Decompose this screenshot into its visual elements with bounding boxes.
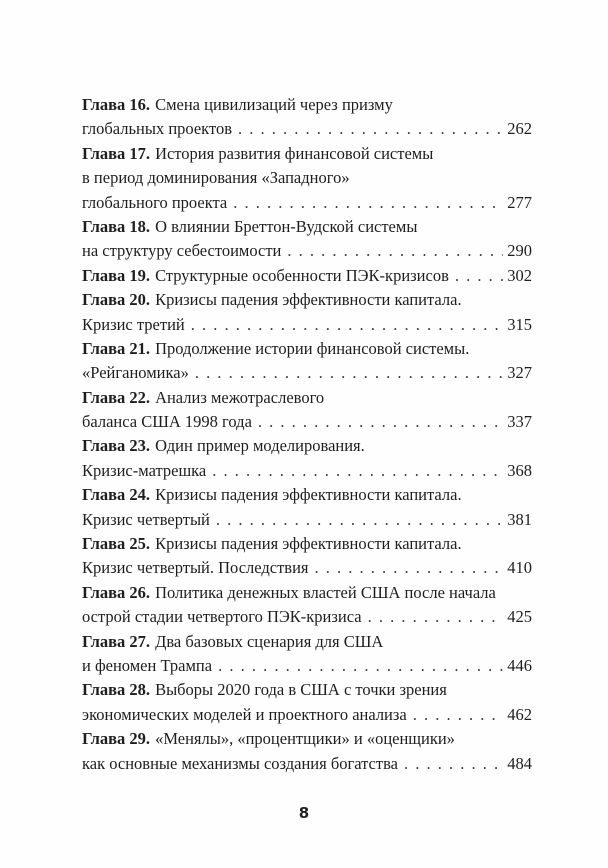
chapter-title-text: глобального проекта [82,192,228,212]
page-ref: 277 [507,192,532,212]
toc-entry [82,678,532,727]
toc-line [82,215,532,239]
chapter-label: Глава 16. [82,95,151,114]
toc-line [82,264,532,288]
dot-leader [216,508,503,532]
toc-line [82,117,532,141]
toc-line [82,361,532,385]
toc-line [82,727,532,751]
page-ref: 410 [507,558,532,578]
chapter-title-text: и феномен Трампа [82,655,213,675]
toc-line [82,581,532,605]
page-ref: 262 [507,119,532,139]
chapter-title-text: Два базовых сценария для США [155,631,384,651]
chapter-label: Глава 19. [82,265,151,285]
dot-leader [258,410,503,434]
toc-entry [82,630,532,679]
chapter-title-text: Кризисы падения эффективности капитала. [155,534,462,554]
dot-leader [191,313,504,337]
chapter-label: Глава 20. [82,290,151,310]
toc-line [82,630,532,654]
chapter-label: Глава 21. [82,338,151,358]
chapter-title-text: на структуру себестоимости [82,241,282,261]
chapter-title-text: Политика денежных властей США после начала [155,582,496,602]
dot-leader [413,703,504,727]
toc-entry [82,532,532,581]
chapter-title-text: Смена цивилизаций через призму [155,95,393,114]
chapter-label: Глава 25. [82,534,151,554]
chapter-label: Глава 24. [82,485,151,505]
toc-line [82,703,532,727]
chapter-title-text: Один пример моделирования. [155,436,365,456]
toc-entry [82,727,532,776]
page-ref: 484 [507,753,532,773]
chapter-title-text: Структурные особенности ПЭК-кризисов [155,265,449,285]
chapter-title-text: Кризис четвертый. Последствия [82,558,309,578]
toc-line [82,556,532,580]
toc-line [82,288,532,312]
toc-entry [82,93,532,142]
page-ref: 368 [507,460,532,480]
chapter-label: Глава 26. [82,582,151,602]
toc-line [82,142,532,166]
toc-line [82,459,532,483]
toc-line [82,654,532,678]
toc-line [82,93,532,117]
chapter-title-text: История развития финансовой системы [155,143,434,163]
chapter-title-text: «Рейганомика» [82,363,189,383]
page-ref: 315 [507,314,532,334]
toc-line [82,532,532,556]
chapter-title-text: в период доминирования «Западного» [82,168,350,188]
dot-leader [233,191,503,215]
toc-line [82,166,532,190]
dot-leader [287,239,503,263]
chapter-title-text: Кризисы падения эффективности капитала. [155,290,462,310]
toc-line [82,434,532,458]
page-ref: 446 [507,655,532,675]
chapter-title-text: глобальных проектов [82,119,233,139]
toc-line [82,410,532,434]
dot-leader [195,361,503,385]
dot-leader [218,654,503,678]
page-ref: 337 [507,412,532,432]
toc-line [82,239,532,263]
toc-line [82,313,532,337]
chapter-label: Глава 29. [82,729,151,749]
toc-line [82,483,532,507]
dot-leader [404,752,503,776]
toc-entry [82,386,532,435]
chapter-title-text: острой стадии четвертого ПЭК-кризиса [82,607,362,627]
page-ref: 381 [507,509,532,529]
chapter-title-text: О влиянии Бреттон-Вудской системы [155,216,418,236]
toc-entry [82,264,532,288]
chapter-title-text: баланса США 1998 года [82,412,252,432]
page-ref: 462 [507,704,532,724]
toc-line [82,191,532,215]
page-ref: 327 [507,363,532,383]
chapter-title-text: Анализ межотраслевого [155,387,325,407]
chapter-title-text: Кризис четвертый [82,509,210,529]
chapter-label: Глава 17. [82,143,151,163]
chapter-title-text: Продолжение истории финансовой системы. [155,338,470,358]
toc-line [82,678,532,702]
chapter-label: Глава 27. [82,631,151,651]
chapter-label: Глава 22. [82,387,151,407]
chapter-title-text: Кризис третий [82,314,185,334]
page-number: 8 [298,804,310,822]
chapter-label: Глава 18. [82,216,151,236]
toc-entry [82,483,532,532]
chapter-title-text: Выборы 2020 года в США с точки зрения [155,680,447,700]
chapter-title-text: как основные механизмы создания богатства [82,753,398,773]
chapter-label: Глава 28. [82,680,151,700]
dot-leader [315,556,504,580]
toc-entry [82,581,532,630]
chapter-title-text: экономических моделей и проектного анализа [82,704,407,724]
toc-entry [82,288,532,337]
toc-line [82,605,532,629]
chapter-label: Глава 23. [82,436,151,456]
toc-entry [82,142,532,215]
dot-leader [212,459,503,483]
page-ref: 302 [507,265,532,285]
dot-leader [238,117,503,141]
chapter-title-text: Кризисы падения эффективности капитала. [155,485,462,505]
toc-line [82,337,532,361]
dot-leader [368,605,504,629]
page-ref: 425 [507,607,532,627]
chapter-title-text: «Менялы», «процентщики» и «оценщики» [155,729,455,749]
toc-line [82,508,532,532]
toc-line [82,752,532,776]
dot-leader [455,264,503,288]
toc-entry [82,434,532,483]
toc-entry [82,337,532,386]
table-of-contents [82,93,532,776]
toc-line [82,386,532,410]
chapter-title-text: Кризис-матрешка [82,460,207,480]
toc-entry [82,215,532,264]
page-ref: 290 [507,241,532,261]
